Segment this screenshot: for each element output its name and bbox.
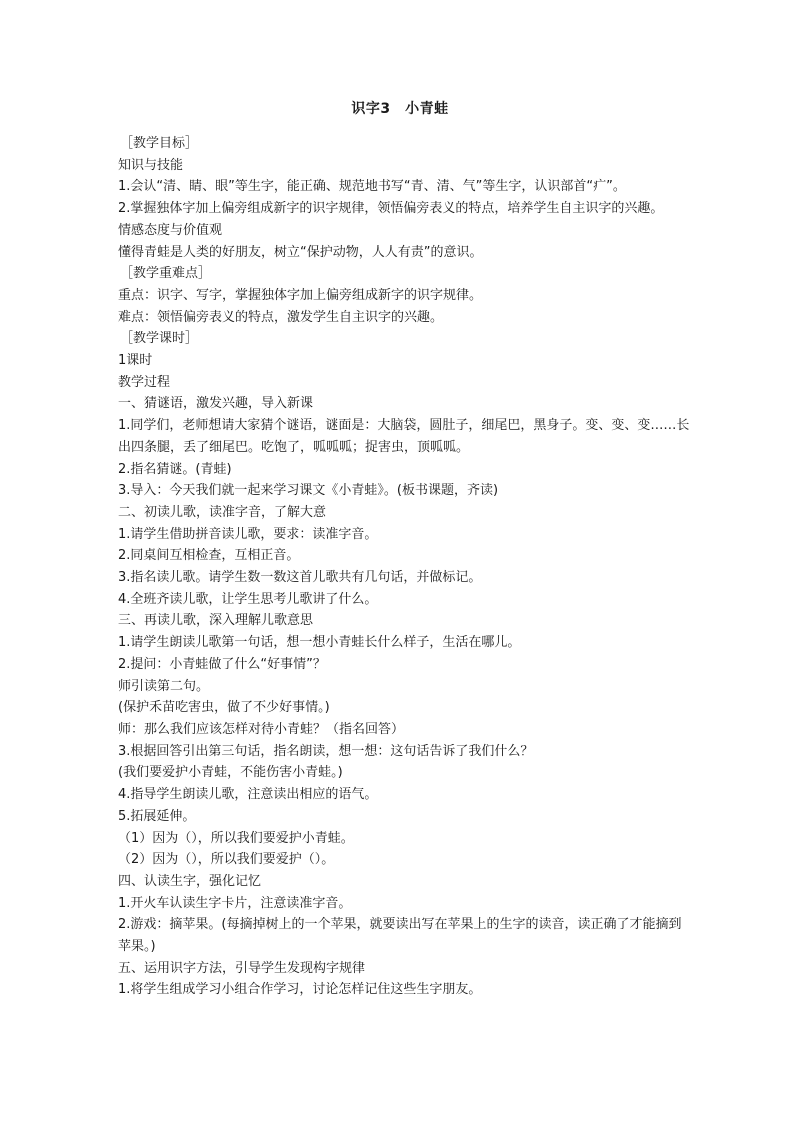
- step-3-answer-1: (保护禾苗吃害虫，做了不少好事情。): [118, 700, 330, 716]
- step-3-teacher-reads: 师引读第二句。: [118, 678, 210, 694]
- step-3-extension-2: （2）因为（），所以我们要爱护（）。: [118, 852, 335, 868]
- step-3-item-2: 2.提问：小青蛙做了什么“好事情”？: [118, 656, 326, 672]
- section-heading-objectives: ［教学目标］: [120, 136, 199, 151]
- subheading-attitude-values: 情感态度与价值观: [118, 222, 223, 238]
- objective-item-1: 1.会认“清、睛、眼”等生字，能正确、规范地书写“青、清、气”等生字，认识部首“疒”。: [118, 179, 626, 195]
- objective-item-2: 2.掌握独体字加上偏旁组成新字的识字规律，领悟偏旁表义的特点，培养学生自主识字的兴趣。: [118, 201, 664, 217]
- step-4-item-1: 1.开火车认读生字卡片，注意读准字音。: [118, 895, 352, 911]
- step-2-item-2: 2.同桌间互相检查，互相正音。: [118, 548, 300, 564]
- section-heading-key-points: ［教学重难点］: [120, 266, 212, 282]
- step-5-item-1: 1.将学生组成学习小组合作学习，讨论怎样记住这些生字朋友。: [118, 982, 482, 998]
- subheading-knowledge-skills: 知识与技能: [118, 157, 184, 173]
- key-point-difficulty: 难点：领悟偏旁表义的特点，激发学生自主识字的兴趣。: [118, 309, 444, 325]
- document-title: 识字3 小青蛙: [351, 101, 449, 117]
- step-2-item-4: 4.全班齐读儿歌，让学生思考儿歌讲了什么。: [118, 591, 378, 607]
- step-3-item-1: 1.请学生朗读儿歌第一句话，想一想小青蛙长什么样子，生活在哪儿。: [118, 635, 521, 651]
- step-3-answer-2: (我们要爱护小青蛙，不能伤害小青蛙。): [118, 765, 343, 781]
- step-heading-3: 三、再读儿歌，深入理解儿歌意思: [118, 613, 314, 629]
- step-3-extension-1: （1）因为（），所以我们要爱护小青蛙。: [118, 830, 354, 846]
- step-1-item-2: 2.指名猜谜。(青蛙): [118, 461, 232, 477]
- step-heading-4: 四、认读生字，强化记忆: [118, 873, 262, 889]
- subheading-process: 教学过程: [118, 374, 171, 390]
- section-heading-periods: ［教学课时］: [120, 331, 199, 347]
- step-heading-2: 二、初读儿歌，读准字音，了解大意: [118, 504, 327, 520]
- step-3-teacher-question: 师：那么我们应该怎样对待小青蛙？（指名回答）: [118, 721, 405, 737]
- step-2-item-1: 1.请学生借助拼音读儿歌，要求：读准字音。: [118, 526, 378, 542]
- step-4-item-2: 2.游戏：摘苹果。(每摘掉树上的一个苹果，就要读出写在苹果上的生字的读音，读正确了才能摘到苹果。): [118, 917, 682, 955]
- step-heading-1: 一、猜谜语，激发兴趣，导入新课: [118, 396, 314, 412]
- attitude-text: 懂得青蛙是人类的好朋友，树立“保护动物，人人有责”的意识。: [118, 244, 483, 260]
- key-point-focus: 重点：识字、写字，掌握独体字加上偏旁组成新字的识字规律。: [118, 287, 483, 303]
- step-3-item-5: 5.拓展延伸。: [118, 808, 196, 824]
- document-body: [118, 133, 690, 1001]
- step-3-item-3: 3.根据回答引出第三句话，指名朗读，想一想：这句话告诉了我们什么？: [118, 743, 534, 759]
- step-heading-5: 五、运用识字方法，引导学生发现构字规律: [118, 960, 366, 976]
- period-count: 1课时: [118, 353, 153, 369]
- step-1-item-3: 3.导入：今天我们就一起来学习课文《小青蛙》。(板书课题，齐读): [118, 483, 499, 499]
- step-1-item-1: 1.同学们，老师想请大家猜个谜语，谜面是：大脑袋，圆肚子，细尾巴，黑身子。变、变、变……长出四条腿，丢了细尾巴。吃饱了，呱呱呱；捉害虫，顶呱呱。: [118, 418, 690, 455]
- step-2-item-3: 3.指名读儿歌。请学生数一数这首儿歌共有几句话，并做标记。: [118, 570, 482, 586]
- step-3-item-4: 4.指导学生朗读儿歌，注意读出相应的语气。: [118, 787, 378, 803]
